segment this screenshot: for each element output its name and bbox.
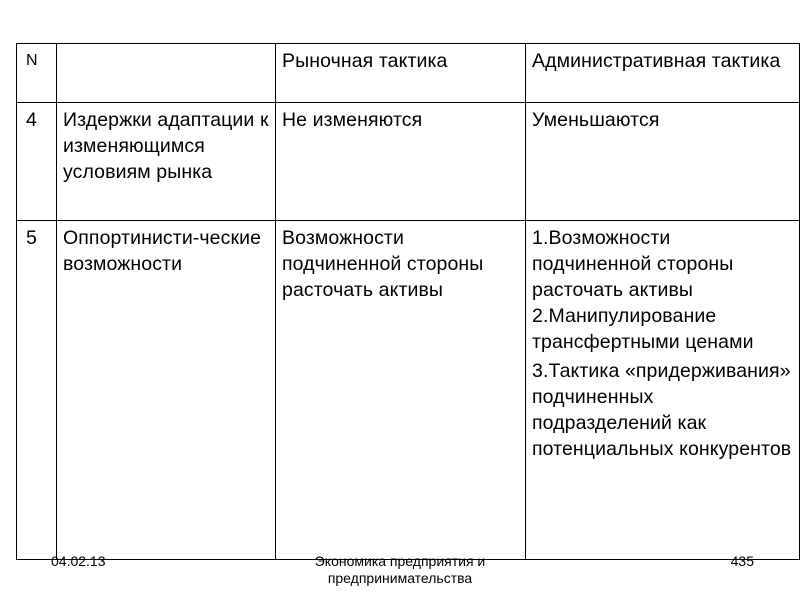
table-row <box>17 221 800 560</box>
row-criterion-cell: Издержки адаптации к изменяющимся условиям рынка <box>57 103 276 221</box>
header-criterion-cell <box>57 44 276 103</box>
admin-items-list <box>532 225 793 462</box>
admin-item: 1.Возможности подчиненной стороны расточать активы <box>532 227 734 301</box>
footer-title: Экономика предприятия и предпринимательства <box>314 553 486 586</box>
row-market-cell: Не изменяются <box>276 103 526 221</box>
table-row <box>17 103 800 221</box>
row-number-cell: 4 <box>17 103 57 221</box>
admin-item: Уменьшаются <box>532 109 660 131</box>
footer-date: 04.02.13 <box>51 553 106 569</box>
row-admin-cell <box>526 103 800 221</box>
admin-item: 3.Тактика «придерживания» подчиненных подразделений как потенциальных конкурентов <box>532 360 792 460</box>
row-criterion-cell: Оппортинисти-ческие возможности <box>57 221 276 560</box>
header-number-cell: N <box>17 44 57 103</box>
admin-item: 2.Манипулирование трансфертными ценами <box>532 305 754 353</box>
row-number-cell: 5 <box>17 221 57 560</box>
header-market-tactic-cell: Рыночная тактика <box>276 44 526 103</box>
row-admin-cell <box>526 221 800 560</box>
admin-items-list <box>532 107 793 133</box>
row-market-cell: Возможности подчиненной стороны расточать активы <box>276 221 526 560</box>
footer-page-number: 435 <box>730 553 754 569</box>
header-admin-tactic-cell: Административная тактика <box>526 44 800 103</box>
table-header-row <box>17 44 800 103</box>
comparison-table <box>16 43 800 560</box>
